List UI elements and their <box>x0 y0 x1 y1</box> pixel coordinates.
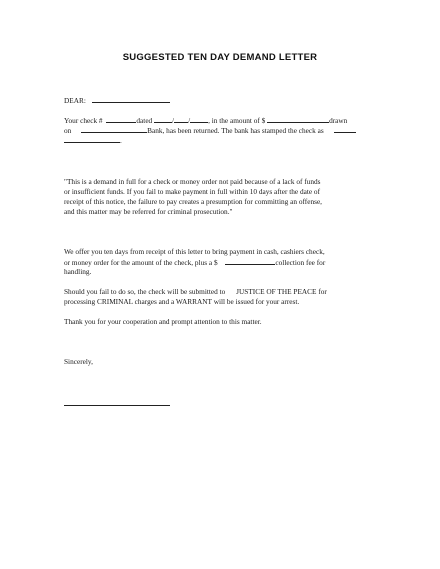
salutation-line <box>64 95 170 105</box>
stamp-reason-blank <box>334 125 356 133</box>
letter-title: SUGGESTED TEN DAY DEMAND LETTER <box>122 52 318 63</box>
period: . <box>120 136 122 145</box>
amount-label: , in the amount of $ <box>208 116 266 125</box>
closing: Sincerely, <box>64 357 93 366</box>
fail-text: Should you fail to do so, the check will be submitted to <box>64 287 226 296</box>
drawn-label: drawn <box>329 116 348 125</box>
date-year-blank <box>190 115 208 123</box>
offer-fee-text: or money order for the amount of the check, plus a $ <box>64 258 218 267</box>
quote-line-2: or insufficient funds. If you fail to make payment in full within 10 days after the date of <box>64 187 321 196</box>
check-number-label: Your check # <box>64 116 103 125</box>
date-day-blank <box>174 115 188 123</box>
date-month-blank <box>154 115 172 123</box>
signature-line <box>64 405 170 406</box>
recipient-blank <box>92 95 170 103</box>
offer-line-2 <box>64 257 325 267</box>
stamp-reason-blank-2 <box>64 135 120 143</box>
bank-name-blank <box>81 125 147 133</box>
collection-fee-blank <box>225 257 275 265</box>
fail-line-2: processing CRIMINAL charges and a WARRANT will be issued for your arrest. <box>64 297 300 306</box>
offer-line-3: handling. <box>64 267 92 276</box>
court-name: JUSTICE OF THE PEACE for <box>236 287 327 296</box>
quote-line-4: and this matter may be referred for criminal prosecution." <box>64 207 233 216</box>
collection-fee-label: collection fee for <box>275 258 326 267</box>
salutation: DEAR: <box>64 96 86 105</box>
quote-line-3: receipt of this notice, the failure to pay creates a presumption for committing an offense, <box>64 197 323 206</box>
on-label: on <box>64 126 72 135</box>
dated-label: dated <box>136 116 153 125</box>
offer-line-1: We offer you ten days from receipt of this letter to bring payment in cash, cashiers check, <box>64 247 325 256</box>
fail-line-1 <box>64 287 327 296</box>
check-number-blank <box>106 115 136 123</box>
check-line-1: Your check # dated / / , in the amount of $ drawn <box>64 116 348 125</box>
amount-blank <box>267 115 329 123</box>
check-line-2 <box>64 125 356 135</box>
thanks-line: Thank you for your cooperation and prompt attention to this matter. <box>64 317 262 326</box>
check-line-3 <box>64 135 122 145</box>
quote-line-1: "This is a demand in full for a check or money order not paid because of a lack of funds <box>64 177 321 186</box>
bank-returned-text: Bank, has been returned. The bank has stamped the check as <box>147 126 324 135</box>
